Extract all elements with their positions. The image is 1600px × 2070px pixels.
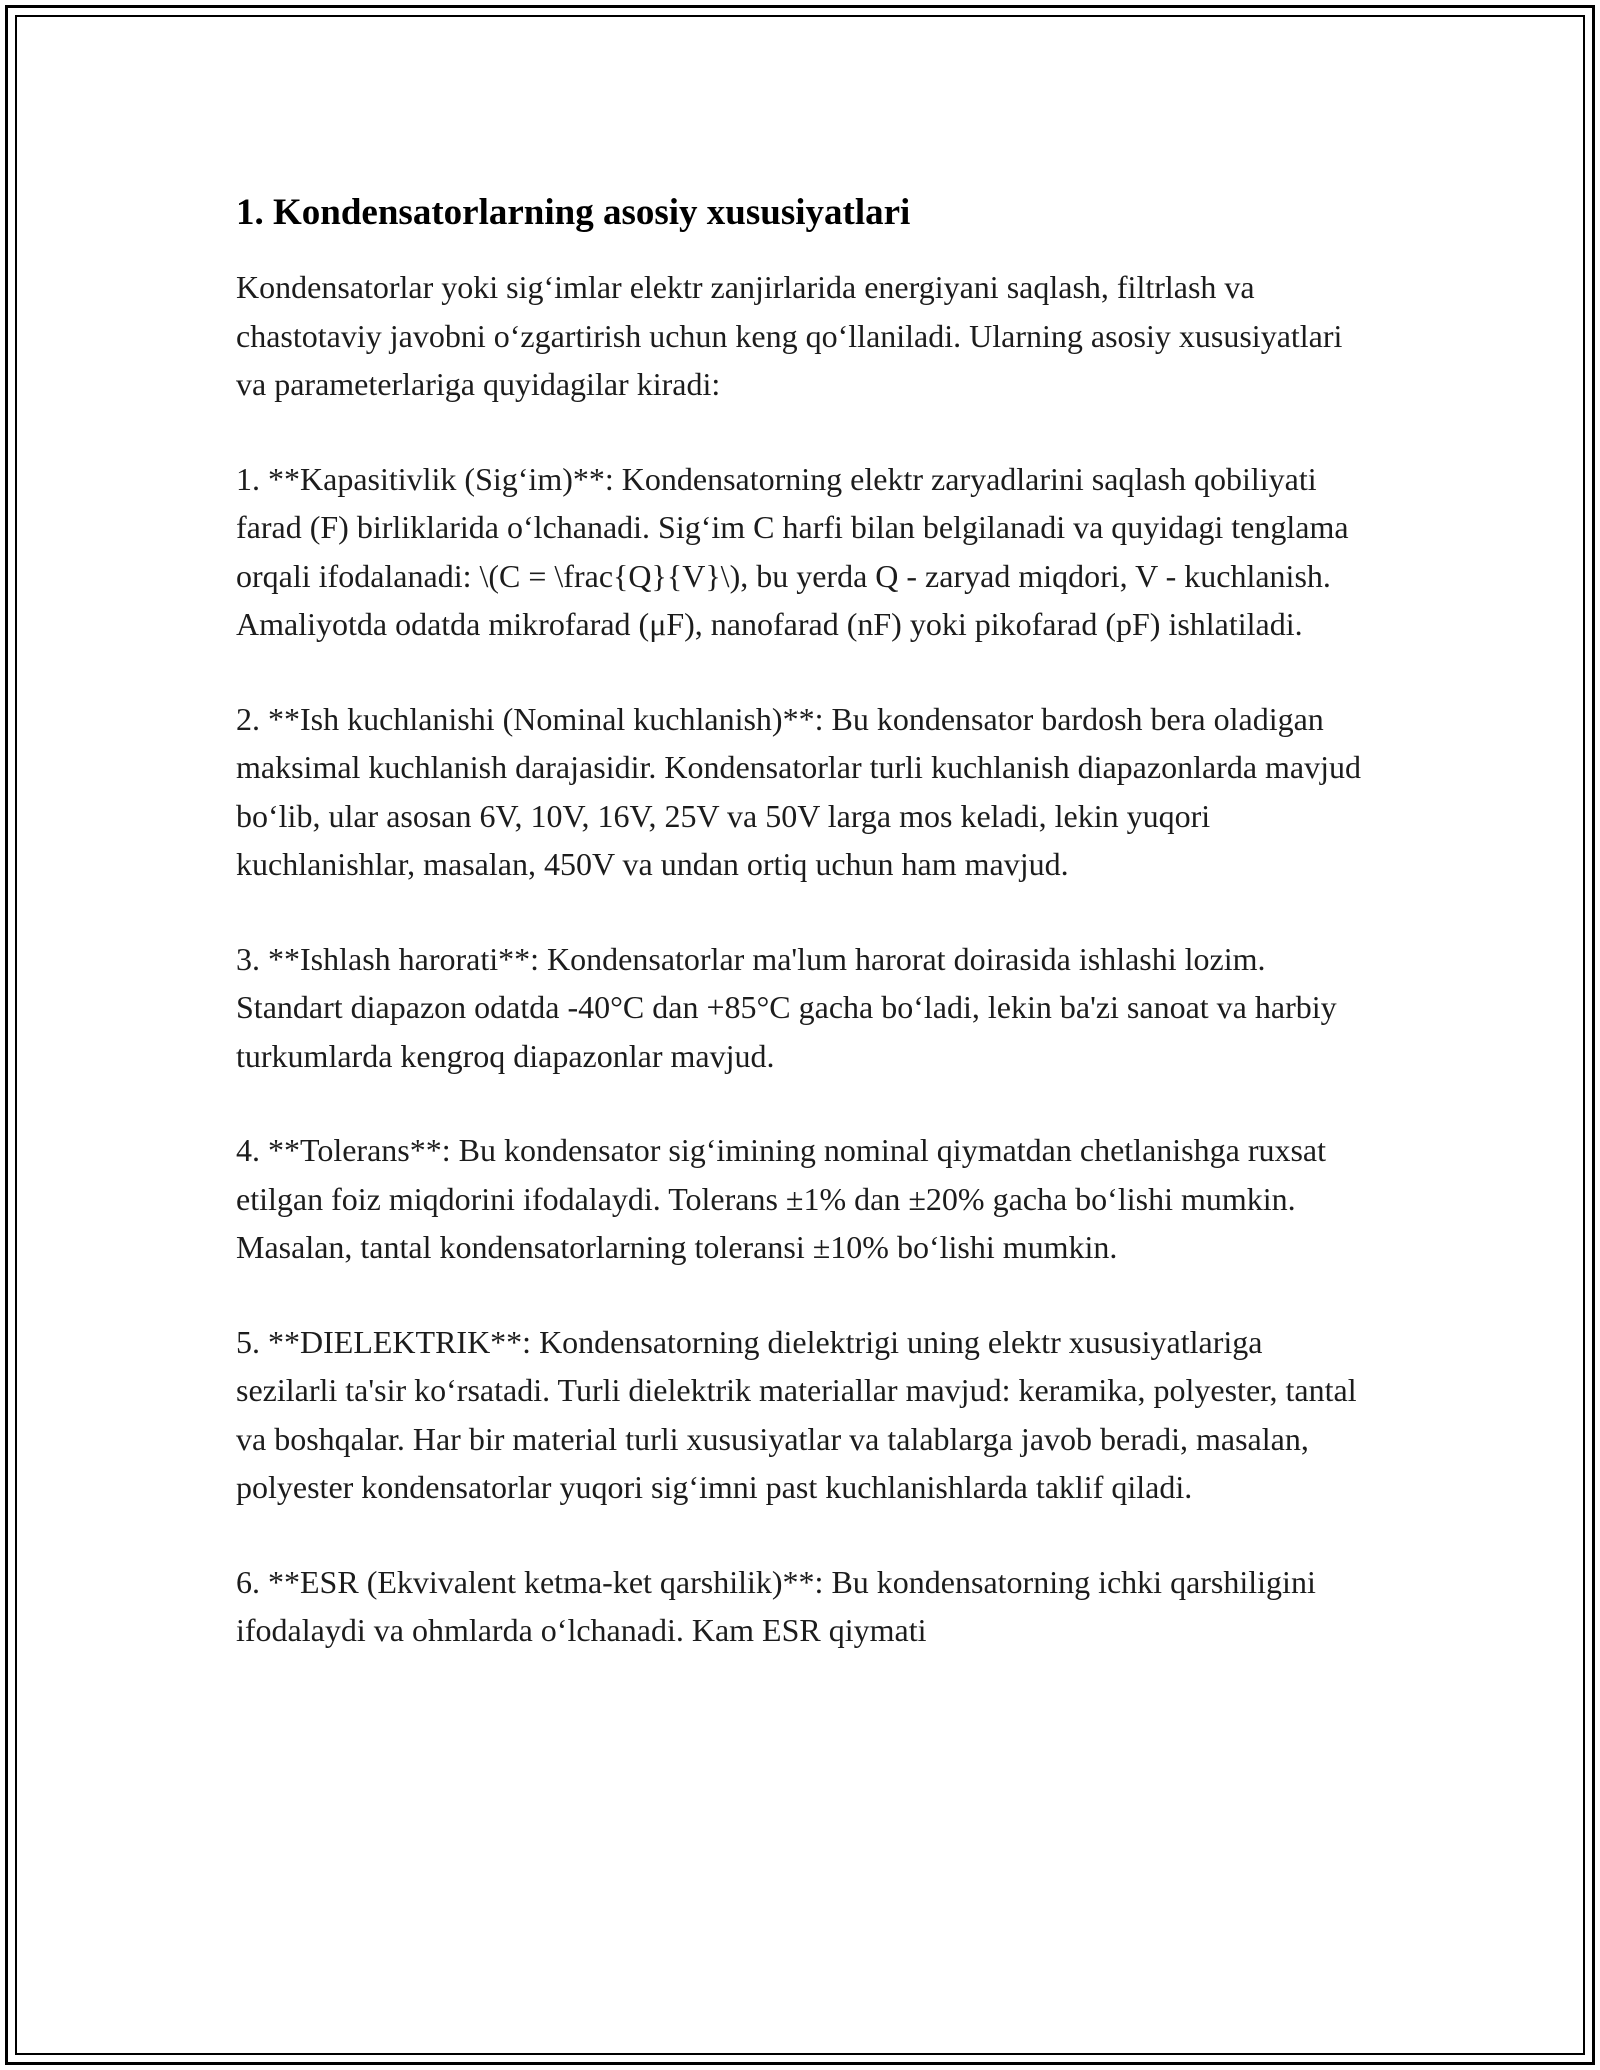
list-item-esr: 6. **ESR (Ekvivalent ketma-ket qarshilik)**: Bu kondensatorning ichki qarshiligini ifodalaydi va ohmlarda o‘lchanadi. Kam ESR qiymati [236,1563,1316,1648]
document-body [236,186,1366,1655]
list-item-rated-voltage: 2. **Ish kuchlanishi (Nominal kuchlanish)**: Bu kondensator bardosh bera oladigan maksimal kuchlanish darajasidir. Kondensatorlar turli kuchlanish diapazonlarda mavjud bo‘lib, ular asosan 6V, 10V, 16V, 25V va 50V larga mos keladi, lekin yuqori kuchlanishlar, masalan, 450V va undan ortiq uchun ham mavjud. [236,700,1362,882]
list-item-capacitance: 1. **Kapasitivlik (Sig‘im)**: Kondensatorning elektr zaryadlarini saqlash qobiliyati farad (F) birliklarida o‘lchanadi. Sig‘im C harfi bilan belgilanadi va quyidagi tenglama orqali ifodalanadi: \(C = \frac{Q}{V}\), bu yerda Q - zaryad miqdori, V - kuchlanish. Amaliyotda odatda mikrofarad (μF), nanofarad (nF) yoki pikofarad (pF) ishlatiladi. [236,460,1349,642]
list-item-operating-temperature: 3. **Ishlash harorati**: Kondensatorlar ma'lum harorat doirasida ishlashi lozim. Standart diapazon odatda -40°C dan +85°C gacha bo‘ladi, lekin ba'zi sanoat va harbiy turkumlarda kengroq diapazonlar mavjud. [236,940,1337,1074]
list-item-dielectric: 5. **DIELEKTRIK**: Kondensatorning dielektrigi uning elektr xususiyatlariga sezilarli ta'sir ko‘rsatadi. Turli dielektrik materiallar mavjud: keramika, polyester, tantal va boshqalar. Har bir material turli xususiyatlar va talablarga javob beradi, masalan, polyester kondensatorlar yuqori sig‘imni past kuchlanishlarda taklif qiladi. [236,1323,1357,1505]
list-item-tolerance: 4. **Tolerans**: Bu kondensator sig‘imining nominal qiymatdan chetlanishga ruxsat etilgan foiz miqdorini ifodalaydi. Tolerans ±1% dan ±20% gacha bo‘lishi mumkin. Masalan, tantal kondensatorlarning toleransi ±10% bo‘lishi mumkin. [236,1132,1327,1265]
intro-paragraph: Kondensatorlar yoki sig‘imlar elektr zanjirlarida energiyani saqlash, filtrlash va chastotaviy javobni o‘zgartirish uchun keng qo‘llaniladi. Ularning asosiy xususiyatlari va parameterlariga quyidagilar kiradi: [236,269,1343,402]
document-title: 1. Kondensatorlarning asosiy xususiyatlari [236,192,911,233]
